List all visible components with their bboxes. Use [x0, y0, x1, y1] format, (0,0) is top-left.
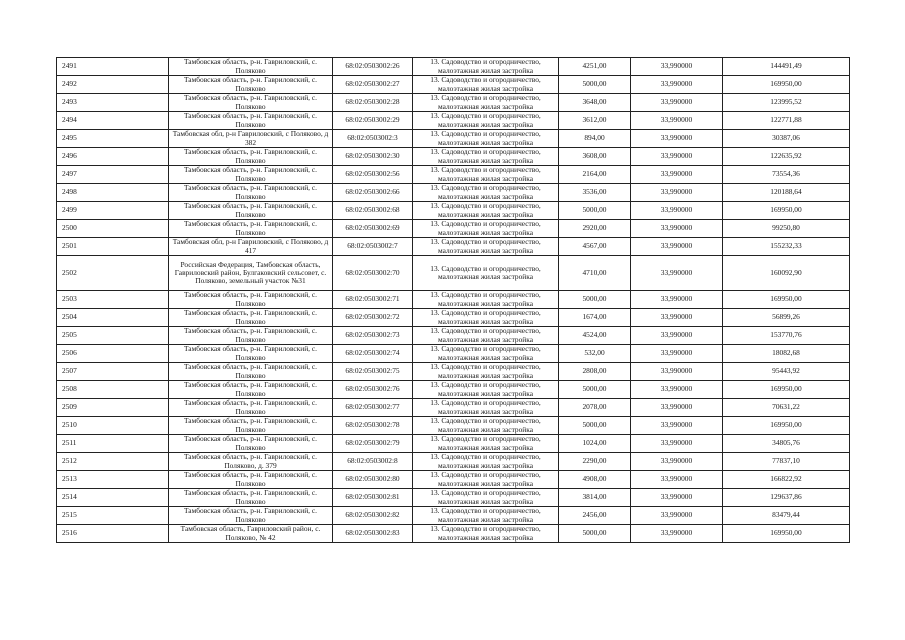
row-number: 2505	[57, 327, 169, 345]
cadastral-value-cell: 122771,88	[723, 112, 850, 130]
cadastral-value-cell: 73554,36	[723, 166, 850, 184]
address-cell: Тамбовская область, р-н. Гавриловский, с. Поляково	[169, 291, 333, 309]
table-row	[57, 309, 850, 327]
specific-value-cell: 33,990000	[631, 345, 723, 363]
specific-value-cell: 33,990000	[631, 417, 723, 435]
table-row	[57, 256, 850, 291]
permitted-use-cell: 13. Садоводство и огородничество, малоэтажная жилая застройка	[413, 345, 559, 363]
specific-value-cell: 33,990000	[631, 507, 723, 525]
table-row	[57, 525, 850, 543]
specific-value-cell: 33,990000	[631, 363, 723, 381]
cadastral-number-cell: 68:02:0503002:81	[333, 489, 413, 507]
row-number: 2511	[57, 435, 169, 453]
address-cell: Тамбовская область, р-н. Гавриловский, с. Поляково	[169, 471, 333, 489]
cadastral-number-cell: 68:02:0503002:3	[333, 130, 413, 148]
area-cell: 4251,00	[559, 58, 631, 76]
address-cell: Тамбовская область, р-н. Гавриловский, с. Поляково	[169, 417, 333, 435]
permitted-use-cell: 13. Садоводство и огородничество, малоэтажная жилая застройка	[413, 94, 559, 112]
permitted-use-cell: 13. Садоводство и огородничество, малоэтажная жилая застройка	[413, 220, 559, 238]
table-row	[57, 471, 850, 489]
cadastral-number-cell: 68:02:0503002:82	[333, 507, 413, 525]
cadastral-value-cell: 34805,76	[723, 435, 850, 453]
table-row	[57, 417, 850, 435]
address-cell: Тамбовская область, р-н. Гавриловский, с. Поляково	[169, 94, 333, 112]
area-cell: 2456,00	[559, 507, 631, 525]
table-row	[57, 381, 850, 399]
row-number: 2510	[57, 417, 169, 435]
cadastral-value-cell: 18082,68	[723, 345, 850, 363]
table-row	[57, 148, 850, 166]
cadastral-value-cell: 95443,92	[723, 363, 850, 381]
table-row	[57, 435, 850, 453]
table-row	[57, 453, 850, 471]
permitted-use-cell: 13. Садоводство и огородничество, малоэтажная жилая застройка	[413, 76, 559, 94]
permitted-use-cell: 13. Садоводство и огородничество, малоэтажная жилая застройка	[413, 381, 559, 399]
address-cell: Тамбовская область, р-н. Гавриловский, с. Поляково	[169, 507, 333, 525]
cadastral-value-cell: 169950,00	[723, 291, 850, 309]
cadastral-value-cell: 83479,44	[723, 507, 850, 525]
area-cell: 532,00	[559, 345, 631, 363]
specific-value-cell: 33,990000	[631, 184, 723, 202]
cadastral-value-cell: 169950,00	[723, 76, 850, 94]
area-cell: 894,00	[559, 130, 631, 148]
cadastral-number-cell: 68:02:0503002:75	[333, 363, 413, 381]
area-cell: 5000,00	[559, 525, 631, 543]
cadastral-number-cell: 68:02:0503002:7	[333, 238, 413, 256]
specific-value-cell: 33,990000	[631, 256, 723, 291]
cadastral-value-cell: 169950,00	[723, 525, 850, 543]
row-number: 2506	[57, 345, 169, 363]
area-cell: 1674,00	[559, 309, 631, 327]
address-cell: Тамбовская область, р-н. Гавриловский, с. Поляково	[169, 202, 333, 220]
permitted-use-cell: 13. Садоводство и огородничество, малоэтажная жилая застройка	[413, 166, 559, 184]
area-cell: 3608,00	[559, 148, 631, 166]
address-cell: Тамбовская область, р-н. Гавриловский, с. Поляково	[169, 112, 333, 130]
permitted-use-cell: 13. Садоводство и огородничество, малоэтажная жилая застройка	[413, 507, 559, 525]
row-number: 2502	[57, 256, 169, 291]
row-number: 2503	[57, 291, 169, 309]
area-cell: 5000,00	[559, 381, 631, 399]
cadastral-number-cell: 68:02:0503002:79	[333, 435, 413, 453]
permitted-use-cell: 13. Садоводство и огородничество, малоэтажная жилая застройка	[413, 256, 559, 291]
permitted-use-cell: 13. Садоводство и огородничество, малоэтажная жилая застройка	[413, 435, 559, 453]
table-row	[57, 58, 850, 76]
cadastral-value-cell: 155232,33	[723, 238, 850, 256]
table-row	[57, 112, 850, 130]
cadastral-number-cell: 68:02:0503002:28	[333, 94, 413, 112]
row-number: 2498	[57, 184, 169, 202]
permitted-use-cell: 13. Садоводство и огородничество, малоэтажная жилая застройка	[413, 58, 559, 76]
area-cell: 3814,00	[559, 489, 631, 507]
area-cell: 5000,00	[559, 291, 631, 309]
address-cell: Тамбовская обл, р-н Гавриловский, с Поляково, д 417	[169, 238, 333, 256]
table-row	[57, 507, 850, 525]
cadastral-value-cell: 77837,10	[723, 453, 850, 471]
table-row	[57, 130, 850, 148]
cadastral-number-cell: 68:02:0503002:69	[333, 220, 413, 238]
specific-value-cell: 33,990000	[631, 94, 723, 112]
table-row	[57, 238, 850, 256]
specific-value-cell: 33,990000	[631, 76, 723, 94]
area-cell: 3536,00	[559, 184, 631, 202]
cadastral-number-cell: 68:02:0503002:74	[333, 345, 413, 363]
permitted-use-cell: 13. Садоводство и огородничество, малоэтажная жилая застройка	[413, 184, 559, 202]
cadastral-number-cell: 68:02:0503002:68	[333, 202, 413, 220]
address-cell: Тамбовская область, р-н. Гавриловский, с. Поляково	[169, 58, 333, 76]
row-number: 2499	[57, 202, 169, 220]
table-row	[57, 327, 850, 345]
cadastral-number-cell: 68:02:0503002:66	[333, 184, 413, 202]
permitted-use-cell: 13. Садоводство и огородничество, малоэтажная жилая застройка	[413, 148, 559, 166]
specific-value-cell: 33,990000	[631, 130, 723, 148]
cadastral-value-cell: 122635,92	[723, 148, 850, 166]
cadastral-number-cell: 68:02:0503002:8	[333, 453, 413, 471]
area-cell: 2290,00	[559, 453, 631, 471]
row-number: 2508	[57, 381, 169, 399]
specific-value-cell: 33,990000	[631, 309, 723, 327]
address-cell: Тамбовская область, Гавриловский район, с. Поляково, № 42	[169, 525, 333, 543]
table-row	[57, 345, 850, 363]
specific-value-cell: 33,990000	[631, 381, 723, 399]
specific-value-cell: 33,990000	[631, 220, 723, 238]
specific-value-cell: 33,990000	[631, 238, 723, 256]
cadastral-value-cell: 120188,64	[723, 184, 850, 202]
table-row	[57, 489, 850, 507]
permitted-use-cell: 13. Садоводство и огородничество, малоэтажная жилая застройка	[413, 130, 559, 148]
row-number: 2491	[57, 58, 169, 76]
address-cell: Тамбовская область, р-н. Гавриловский, с. Поляково	[169, 327, 333, 345]
cadastral-number-cell: 68:02:0503002:56	[333, 166, 413, 184]
cadastral-value-cell: 160092,90	[723, 256, 850, 291]
cadastral-number-cell: 68:02:0503002:71	[333, 291, 413, 309]
address-cell: Тамбовская область, р-н. Гавриловский, с. Поляково, д. 379	[169, 453, 333, 471]
permitted-use-cell: 13. Садоводство и огородничество, малоэтажная жилая застройка	[413, 489, 559, 507]
table-row	[57, 399, 850, 417]
area-cell: 2920,00	[559, 220, 631, 238]
cadastral-value-cell: 166822,92	[723, 471, 850, 489]
cadastral-value-cell: 169950,00	[723, 417, 850, 435]
table-row	[57, 94, 850, 112]
area-cell: 2808,00	[559, 363, 631, 381]
address-cell: Тамбовская область, р-н. Гавриловский, с. Поляково	[169, 399, 333, 417]
permitted-use-cell: 13. Садоводство и огородничество, малоэтажная жилая застройка	[413, 309, 559, 327]
area-cell: 3612,00	[559, 112, 631, 130]
cadastral-number-cell: 68:02:0503002:76	[333, 381, 413, 399]
area-cell: 4567,00	[559, 238, 631, 256]
specific-value-cell: 33,990000	[631, 58, 723, 76]
row-number: 2497	[57, 166, 169, 184]
cadastral-number-cell: 68:02:0503002:30	[333, 148, 413, 166]
row-number: 2494	[57, 112, 169, 130]
cadastral-number-cell: 68:02:0503002:27	[333, 76, 413, 94]
row-number: 2514	[57, 489, 169, 507]
table-body	[57, 58, 850, 543]
cadastral-number-cell: 68:02:0503002:78	[333, 417, 413, 435]
specific-value-cell: 33,990000	[631, 435, 723, 453]
area-cell: 5000,00	[559, 417, 631, 435]
permitted-use-cell: 13. Садоводство и огородничество, малоэтажная жилая застройка	[413, 238, 559, 256]
address-cell: Российская Федерация, Тамбовская область, Гавриловский район, Булгаковский сельсовет, с. Поляково, земельный участок №31	[169, 256, 333, 291]
row-number: 2515	[57, 507, 169, 525]
row-number: 2501	[57, 238, 169, 256]
address-cell: Тамбовская обл, р-н Гавриловский, с Поляково, д 382	[169, 130, 333, 148]
area-cell: 2078,00	[559, 399, 631, 417]
row-number: 2496	[57, 148, 169, 166]
cadastral-number-cell: 68:02:0503002:26	[333, 58, 413, 76]
address-cell: Тамбовская область, р-н. Гавриловский, с. Поляково	[169, 220, 333, 238]
cadastral-number-cell: 68:02:0503002:83	[333, 525, 413, 543]
row-number: 2509	[57, 399, 169, 417]
cadastral-number-cell: 68:02:0503002:29	[333, 112, 413, 130]
area-cell: 3648,00	[559, 94, 631, 112]
area-cell: 4524,00	[559, 327, 631, 345]
row-number: 2495	[57, 130, 169, 148]
cadastral-value-cell: 169950,00	[723, 381, 850, 399]
cadastral-value-cell: 123995,52	[723, 94, 850, 112]
specific-value-cell: 33,990000	[631, 471, 723, 489]
specific-value-cell: 33,990000	[631, 327, 723, 345]
table-row	[57, 166, 850, 184]
address-cell: Тамбовская область, р-н. Гавриловский, с. Поляково	[169, 363, 333, 381]
address-cell: Тамбовская область, р-н. Гавриловский, с. Поляково	[169, 435, 333, 453]
row-number: 2516	[57, 525, 169, 543]
cadastral-value-cell: 129637,86	[723, 489, 850, 507]
permitted-use-cell: 13. Садоводство и огородничество, малоэтажная жилая застройка	[413, 399, 559, 417]
permitted-use-cell: 13. Садоводство и огородничество, малоэтажная жилая застройка	[413, 471, 559, 489]
row-number: 2504	[57, 309, 169, 327]
specific-value-cell: 33,990000	[631, 453, 723, 471]
specific-value-cell: 33,990000	[631, 291, 723, 309]
table-row	[57, 363, 850, 381]
row-number: 2492	[57, 76, 169, 94]
permitted-use-cell: 13. Садоводство и огородничество, малоэтажная жилая застройка	[413, 453, 559, 471]
address-cell: Тамбовская область, р-н. Гавриловский, с. Поляково	[169, 148, 333, 166]
cadastral-value-cell: 169950,00	[723, 202, 850, 220]
cadastral-number-cell: 68:02:0503002:77	[333, 399, 413, 417]
address-cell: Тамбовская область, р-н. Гавриловский, с. Поляково	[169, 345, 333, 363]
table-row	[57, 184, 850, 202]
area-cell: 2164,00	[559, 166, 631, 184]
permitted-use-cell: 13. Садоводство и огородничество, малоэтажная жилая застройка	[413, 327, 559, 345]
permitted-use-cell: 13. Садоводство и огородничество, малоэтажная жилая застройка	[413, 112, 559, 130]
land-parcel-table	[56, 57, 850, 543]
address-cell: Тамбовская область, р-н. Гавриловский, с. Поляково	[169, 489, 333, 507]
cadastral-value-cell: 70631,22	[723, 399, 850, 417]
cadastral-value-cell: 99250,80	[723, 220, 850, 238]
permitted-use-cell: 13. Садоводство и огородничество, малоэтажная жилая застройка	[413, 525, 559, 543]
address-cell: Тамбовская область, р-н. Гавриловский, с. Поляково	[169, 381, 333, 399]
address-cell: Тамбовская область, р-н. Гавриловский, с. Поляково	[169, 166, 333, 184]
permitted-use-cell: 13. Садоводство и огородничество, малоэтажная жилая застройка	[413, 363, 559, 381]
area-cell: 5000,00	[559, 76, 631, 94]
specific-value-cell: 33,990000	[631, 489, 723, 507]
area-cell: 4908,00	[559, 471, 631, 489]
cadastral-value-cell: 30387,06	[723, 130, 850, 148]
permitted-use-cell: 13. Садоводство и огородничество, малоэтажная жилая застройка	[413, 417, 559, 435]
cadastral-value-cell: 56899,26	[723, 309, 850, 327]
row-number: 2493	[57, 94, 169, 112]
table-row	[57, 291, 850, 309]
cadastral-number-cell: 68:02:0503002:73	[333, 327, 413, 345]
table-row	[57, 76, 850, 94]
specific-value-cell: 33,990000	[631, 112, 723, 130]
cadastral-value-cell: 144491,49	[723, 58, 850, 76]
address-cell: Тамбовская область, р-н. Гавриловский, с. Поляково	[169, 184, 333, 202]
cadastral-number-cell: 68:02:0503002:80	[333, 471, 413, 489]
specific-value-cell: 33,990000	[631, 166, 723, 184]
address-cell: Тамбовская область, р-н. Гавриловский, с. Поляково	[169, 76, 333, 94]
area-cell: 5000,00	[559, 202, 631, 220]
address-cell: Тамбовская область, р-н. Гавриловский, с. Поляково	[169, 309, 333, 327]
row-number: 2512	[57, 453, 169, 471]
row-number: 2513	[57, 471, 169, 489]
cadastral-number-cell: 68:02:0503002:70	[333, 256, 413, 291]
permitted-use-cell: 13. Садоводство и огородничество, малоэтажная жилая застройка	[413, 202, 559, 220]
row-number: 2500	[57, 220, 169, 238]
specific-value-cell: 33,990000	[631, 525, 723, 543]
area-cell: 1024,00	[559, 435, 631, 453]
cadastral-value-cell: 153770,76	[723, 327, 850, 345]
table-row	[57, 220, 850, 238]
table-row	[57, 202, 850, 220]
area-cell: 4710,00	[559, 256, 631, 291]
specific-value-cell: 33,990000	[631, 148, 723, 166]
permitted-use-cell: 13. Садоводство и огородничество, малоэтажная жилая застройка	[413, 291, 559, 309]
row-number: 2507	[57, 363, 169, 381]
specific-value-cell: 33,990000	[631, 399, 723, 417]
cadastral-number-cell: 68:02:0503002:72	[333, 309, 413, 327]
specific-value-cell: 33,990000	[631, 202, 723, 220]
